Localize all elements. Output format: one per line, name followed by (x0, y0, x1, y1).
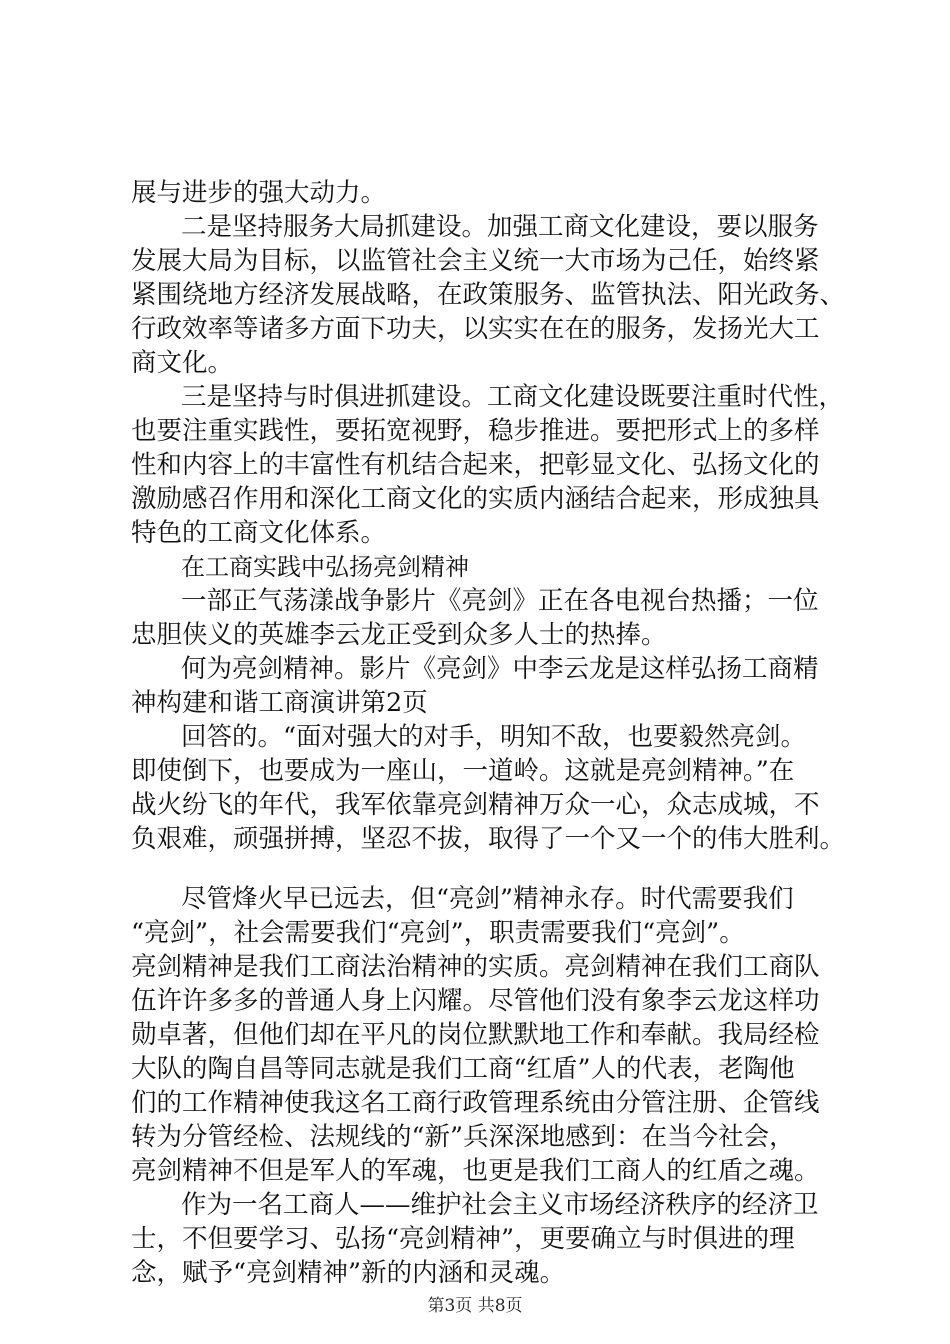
paragraph-line: 负艰难，顽强拼搏，坚忍不拔，取得了一个又一个的伟大胜利。 (131, 824, 846, 854)
paragraph-line: 们的工作精神使我这名工商行政管理系统由分管注册、企管线 (131, 1088, 820, 1118)
paragraph-line: 忠胆侠义的英雄李云龙正受到众多人士的热捧。 (131, 620, 667, 650)
paragraph-line: 也要注重实践性，要拓宽视野，稳步推进。要把形式上的多样 (131, 416, 820, 446)
paragraph-line: 何为亮剑精神。影片《亮剑》中李云龙是这样弘扬工商精 (181, 654, 819, 684)
paragraph-line: “亮剑”，社会需要我们“亮剑”，职责需要我们“亮剑”。 (131, 918, 745, 948)
paragraph-line: 二是坚持服务大局抓建设。加强工商文化建设，要以服务 (181, 212, 819, 242)
page-footer: 第3页 共8页 (427, 1296, 523, 1316)
paragraph-line: 亮剑精神是我们工商法治精神的实质。亮剑精神在我们工商队 (131, 952, 820, 982)
paragraph-line: 战火纷飞的年代，我军依靠亮剑精神万众一心，众志成城，不 (131, 790, 820, 820)
paragraph-line: 一部正气荡漾战争影片《亮剑》正在各电视台热播；一位 (181, 586, 819, 616)
paragraph-line: 商文化。 (131, 348, 234, 378)
paragraph-line: 即使倒下，也要成为一座山，一道岭。这就是亮剑精神。”在 (131, 756, 795, 786)
section-title: 在工商实践中弘扬亮剑精神 (181, 553, 469, 581)
paragraph-line: 士，不但要学习、弘扬“亮剑精神”，更要确立与时俱进的理 (131, 1224, 795, 1254)
paragraph-line: 展与进步的强大动力。 (131, 178, 387, 208)
paragraph-line: 作为一名工商人——维护社会主义市场经济秩序的经济卫 (181, 1190, 819, 1220)
paragraph-line: 亮剑精神不但是军人的军魂，也更是我们工商人的红盾之魂。 (131, 1156, 820, 1186)
paragraph-line: 念，赋予“亮剑精神”新的内涵和灵魂。 (131, 1258, 566, 1288)
paragraph-line: 行政效率等诸多方面下功夫，以实实在在的服务，发扬光大工 (131, 314, 820, 344)
paragraph-line: 神构建和谐工商演讲第2页 (131, 688, 428, 718)
paragraph-line: 回答的。“面对强大的对手，明知不敌，也要毅然亮剑。 (181, 722, 807, 752)
paragraph-line: 三是坚持与时俱进抓建设。工商文化建设既要注重时代性， (181, 382, 845, 412)
paragraph-line: 勋卓著，但他们却在平凡的岗位默默地工作和奉献。我局经检 (131, 1020, 820, 1050)
paragraph-line: 性和内容上的丰富性有机结合起来，把彰显文化、弘扬文化的 (131, 450, 820, 480)
paragraph-line: 发展大局为目标，以监管社会主义统一大市场为己任，始终紧 (131, 246, 820, 276)
paragraph-line: 激励感召作用和深化工商文化的实质内涵结合起来，形成独具 (131, 484, 820, 514)
paragraph-line: 尽管烽火早已远去，但“亮剑”精神永存。时代需要我们 (181, 884, 794, 914)
paragraph-line: 大队的陶自昌等同志就是我们工商“红盾”人的代表，老陶他 (131, 1054, 795, 1084)
paragraph-line: 紧围绕地方经济发展战略，在政策服务、监管执法、阳光政务、 (131, 280, 846, 310)
paragraph-line: 转为分管经检、法规线的“新”兵深深地感到：在当今社会， (131, 1122, 795, 1152)
paragraph-line: 特色的工商文化体系。 (131, 518, 387, 548)
paragraph-line: 伍许许多多的普通人身上闪耀。尽管他们没有象李云龙这样功 (131, 986, 820, 1016)
